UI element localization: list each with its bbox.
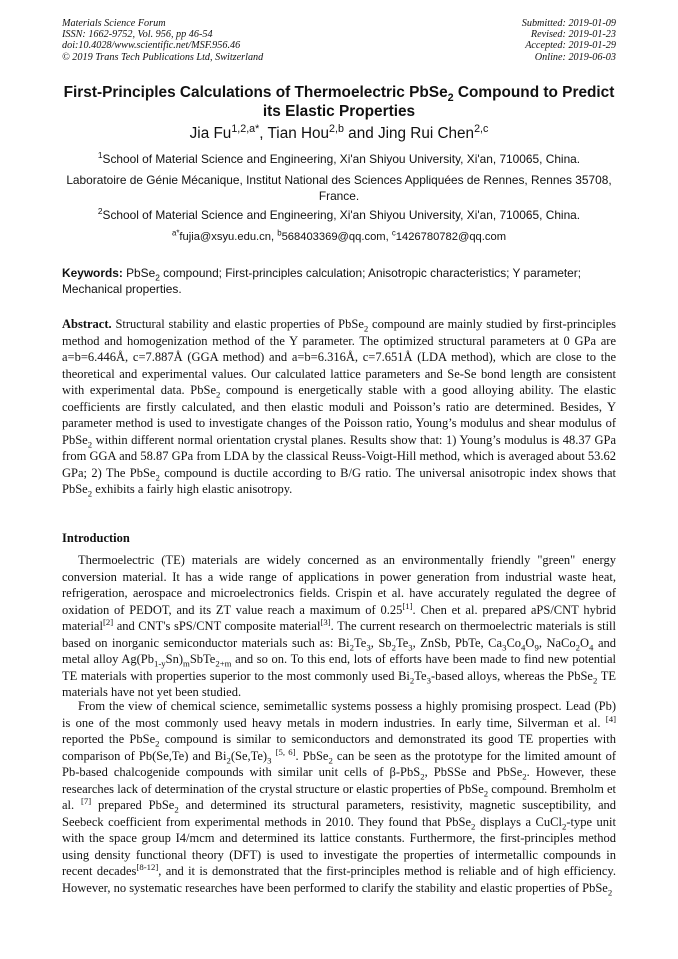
text-run: TE materials have not yet been studied. <box>62 668 617 699</box>
publication-dates <box>522 18 616 63</box>
text-run: compound is energetically stable with a good alloying ability. The elastic coefficients are firstly calculated, and then elastic moduli and Poisson’s ratio are determined. Besides, Y parameter method is used to investigate changes of the Poisson ratio, Young’s modulus and shear modulus of PbSe <box>62 383 616 447</box>
doi-line: doi:10.4028/www.scientific.net/MSF.956.46 <box>62 40 241 52</box>
text-run: . However, these researches lack of determination of the crystal structure or elastic properties of PbSe <box>62 765 616 796</box>
citation-superscript: [5, 6] <box>275 746 296 757</box>
subscript: 2 <box>174 804 179 815</box>
subscript: 4 <box>589 642 594 652</box>
subscript: 3 <box>426 675 431 685</box>
affiliation-text: School of Material Science and Engineering, Xi'an Shiyou University, Xi'an, 710065, China. <box>102 152 581 166</box>
text-run: exhibits a fairly high elastic anisotropy. <box>92 482 293 496</box>
affiliation-text: School of Material Science and Engineering, Xi'an Shiyou University, Xi'an, 710065, China. <box>102 208 581 222</box>
affiliation-2: Laboratoire de Génie Mécanique, Institut National des Sciences Appliquées de Rennes, Rennes 35708, France. <box>66 173 612 203</box>
text-run: displays a CuCl <box>475 814 562 829</box>
text-run: -type unit with the space group I4/mcm and determined its lattice constants. Furthermore, the first-principles method using density functional theory (DFT) is used to investigate the properties of intermetallic compounds in recent decades <box>62 814 616 878</box>
introduction-paragraph-2 <box>62 698 616 896</box>
text-run: and so on. To this end, lots of efforts have been made to find new potential TE materials with properties superior to the most commonly used Bi <box>62 652 616 683</box>
subscript: 2 <box>87 439 93 449</box>
paragraph-text <box>62 552 616 701</box>
abstract-text <box>62 317 616 499</box>
subscript: 2 <box>575 642 581 652</box>
citation-superscript: [4] <box>605 713 616 724</box>
abstract-label: Abstract. <box>62 317 112 331</box>
subscript: 2 <box>483 788 489 798</box>
subscript: 2 <box>155 738 160 749</box>
author-name: Tian Hou <box>267 125 330 142</box>
text-run: (Se,Te) <box>230 748 268 763</box>
affiliation-1 <box>62 152 616 168</box>
subscript: 3 <box>502 642 507 652</box>
title-text-end: Compound to Predict its Elastic Properties <box>262 84 615 120</box>
text-run: Te <box>395 635 409 650</box>
author-affiliation-mark: 2,c <box>474 122 489 135</box>
subscript: 2 <box>349 642 355 652</box>
submitted-date: Submitted: 2019-01-09 <box>521 18 616 29</box>
subscript: 2 <box>409 675 415 685</box>
subscript: 2 <box>592 675 598 685</box>
subscript: 2 <box>226 755 231 765</box>
subscript: 2 <box>420 771 425 782</box>
author-separator: , <box>259 125 268 142</box>
text-run: , Sb <box>370 635 392 650</box>
text-run: . PbSe <box>295 748 329 763</box>
accepted-date: Accepted: 2019-01-29 <box>525 40 616 52</box>
keywords-subscript: 2 <box>155 272 160 283</box>
text-run: prepared PbSe <box>91 798 175 812</box>
email-mark: a* <box>171 228 180 238</box>
author-list <box>62 122 616 143</box>
subscript: 3 <box>267 755 272 765</box>
text-run: Co <box>506 635 522 650</box>
text-run: reported the PbSe <box>62 732 156 746</box>
keywords-text: PbSe <box>122 266 156 280</box>
subscript: 2 <box>607 887 613 897</box>
subscript: 2 <box>328 755 333 765</box>
text-run: -based alloys, whereas the PbSe <box>430 668 593 683</box>
title-text: First-Principles Calculations of Thermoelectric PbSe <box>63 84 448 101</box>
subscript: m <box>183 658 190 669</box>
text-run: . Chen et al. prepared aPS/CNT hybrid material <box>62 602 616 633</box>
text-run: , ZnSb, PbTe, Ca <box>412 635 503 650</box>
text-run: , PbSSe and PbSe <box>424 765 523 779</box>
text-run: Structural stability and elastic properties of PbSe <box>111 317 364 331</box>
email-link[interactable]: 568403369@qq.com, <box>281 231 392 243</box>
citation-superscript: [1] <box>402 600 413 611</box>
subscript: 3 <box>366 642 371 652</box>
subscript: 2 <box>363 323 369 334</box>
introduction-heading: Introduction <box>62 531 130 545</box>
text-run: SbTe <box>189 652 216 666</box>
subscript: 4 <box>521 642 526 652</box>
citation-superscript: [8-12] <box>136 861 159 872</box>
abstract-paragraph <box>62 316 616 498</box>
text-run: , and it is demonstrated that the first-principles method is reliable and of high efficiency. However, no systematic researches have been performed to clarify the stability and elastic properties of PbSe <box>62 864 616 895</box>
text-run: O <box>580 635 590 650</box>
subscript: 2 <box>391 642 396 652</box>
author-affiliation-mark: 1,2,a* <box>231 122 260 135</box>
author-affiliation-mark: 2,b <box>329 122 344 135</box>
text-run: O <box>525 635 535 650</box>
copyright-line: © 2019 Trans Tech Publications Ltd, Switzerland <box>62 51 264 63</box>
keywords-text-end: compound; First-principles calculation; Anisotropic characteristics; Y parameter; Mechanical properties. <box>62 266 582 296</box>
subscript: 2 <box>87 488 93 499</box>
author-emails <box>62 230 616 246</box>
text-run: within different normal orientation crystal planes. Results show that: 1) Young’s modulus is 48.37 GPa from GGA and 58.87 GPa from LDA by the classical Reuss-Voigt-Hill method, which is averaged about 53.62 GPa; 2) The PbSe <box>62 432 616 480</box>
text-run: compound. Bremholm et al. <box>62 781 616 812</box>
text-run: compound are mainly studied by first-principles method and homogenization method of the Y parameter. The optimized structural parameters at 0 GPa are a=b=6.446Å, c=7.887Å (GGA method) and a=b=6.316Å, c=7.651Å (LDA method), which are close to the theoretical and experimental values. Our calculated lattice parameters and Se-Se bond length are consistent with experimental data. PbSe <box>62 317 616 397</box>
text-run: , NaCo <box>538 635 576 650</box>
text-run: and CNT's sPS/CNT composite material <box>113 619 321 633</box>
text-run: From the view of chemical science, semimetallic systems possess a highly promising prospect. Lead (Pb) is one of the most commonly used heavy metals in modern industries. In early time, Silverman et al. <box>62 699 616 730</box>
citation-superscript: [7] <box>81 795 92 806</box>
subscript: 2+m <box>215 658 232 669</box>
email-link[interactable]: fujia@xsyu.edu.cn, <box>179 231 278 243</box>
text-run: Te <box>354 635 367 650</box>
keywords-section <box>62 266 616 297</box>
subscript: 3 <box>408 642 413 652</box>
author-name: Jing Rui Chen <box>377 125 475 142</box>
email-link[interactable]: 1426780782@qq.com <box>395 231 507 243</box>
subscript: 2 <box>155 472 160 482</box>
keywords-label: Keywords: <box>62 266 123 280</box>
title-subscript: 2 <box>447 92 454 105</box>
text-run: Sn) <box>165 652 184 666</box>
subscript: 2 <box>522 771 527 782</box>
email-mark: b <box>277 228 282 238</box>
affiliation-mark: 2 <box>97 206 103 217</box>
issn-line: ISSN: 1662-9752, Vol. 956, pp 46-54 <box>62 29 213 41</box>
text-run: and determined its structural parameters, resistivity, magnetic susceptibility, and Seebeck coefficient from experimental methods in 2010. They found that PbSe <box>62 798 617 829</box>
online-date: Online: 2019-06-03 <box>534 51 616 63</box>
introduction-paragraph-1 <box>62 552 616 701</box>
text-run: compound is similar to semiconductors and demonstrated its good TE properties with comparison of Pb(Se,Te) and Bi <box>62 732 616 763</box>
journal-info <box>62 18 263 63</box>
author-separator: and <box>343 125 378 142</box>
subscript: 2 <box>561 821 567 831</box>
text-run: . The current research on thermoelectric materials is still based on inorganic semiconductor materials such as: Bi <box>62 619 616 650</box>
text-run: and metal alloy Ag(Pb <box>62 635 616 666</box>
revised-date: Revised: 2019-01-23 <box>530 29 616 41</box>
author-name: Jia Fu <box>189 125 232 142</box>
paper-title <box>62 84 616 121</box>
subscript: 1-y <box>153 658 166 669</box>
affiliation-mark: 1 <box>97 150 103 161</box>
email-mark: c <box>391 228 396 238</box>
abstract-section <box>62 316 616 498</box>
journal-name: Materials Science Forum <box>62 18 166 29</box>
citation-superscript: [2] <box>102 616 114 627</box>
text-run: Thermoelectric (TE) materials are widely concerned as an environmentally friendly "green" energy conversion material. It has a wide range of applications in power generation from industrial waste heat, refrigeration, aerospace and microelectronics fields. Crispin et al. have accurately regulated the degree of oxidation of PEDOT, and its ZT value reach a maximum of 0.25 <box>62 553 616 617</box>
subscript: 9 <box>534 642 539 652</box>
text-run: compound is ductile according to B/G ratio. The universal anisotropic index shows that PbSe <box>62 465 616 496</box>
paragraph-text <box>62 698 616 896</box>
subscript: 2 <box>471 821 476 831</box>
subscript: 2 <box>216 389 221 400</box>
text-run: Te <box>414 668 427 683</box>
text-run: can be seen as the prototype for the limited amount of Pb-based chalcogenide compounds with similar unit cells of β-PbS <box>62 748 617 779</box>
affiliation-3 <box>62 208 616 224</box>
citation-superscript: [3] <box>320 616 331 627</box>
